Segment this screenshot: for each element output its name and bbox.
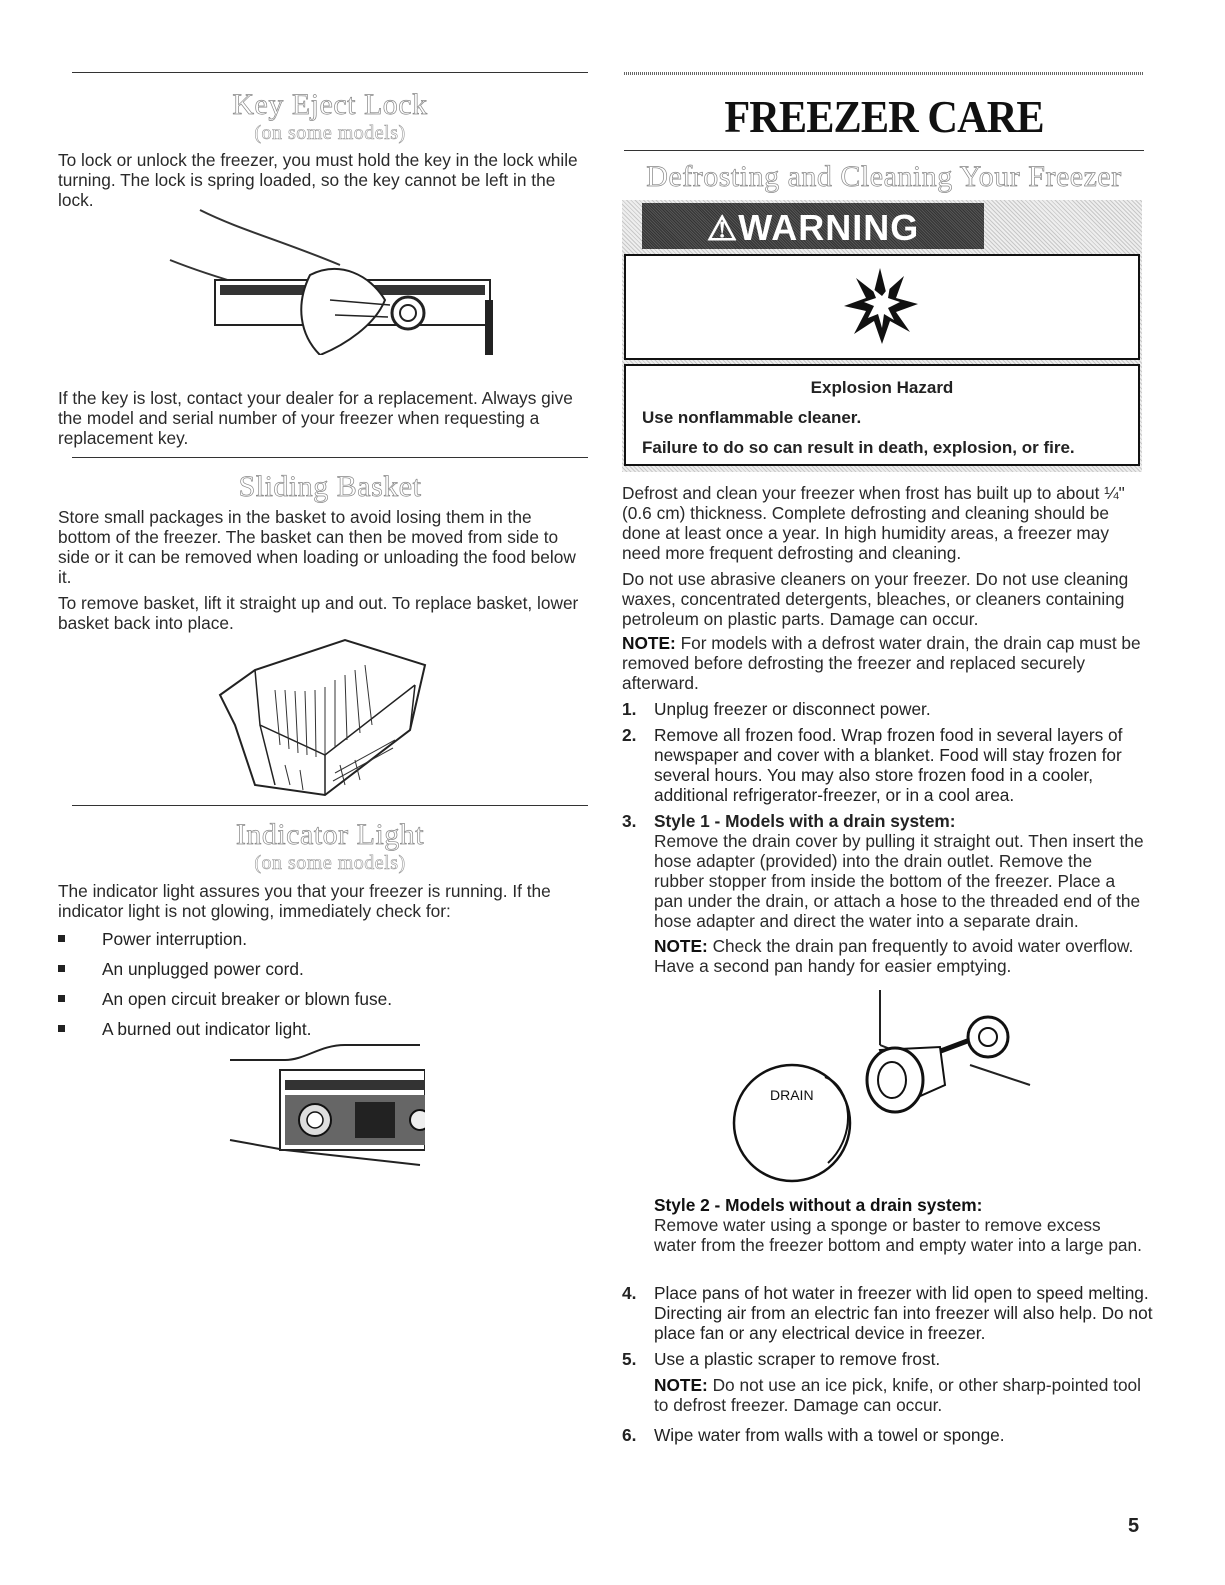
key-lock-paragraph: To lock or unlock the freezer, you must hold the key in the lock while turning. The lock is spring loaded, so the key cannot be left in the lock.	[58, 150, 578, 210]
step-3-text: Remove the drain cover by pulling it straight out. Then insert the hose adapter (provided) into the drain outlet. Remove the rubber stopper from inside the bottom of the freezer. Place a pan under the drain, or attach a hose to the threaded end of the hose adapter and direct the water into a separate drain.	[654, 831, 1144, 931]
basket-paragraph-2: To remove basket, lift it straight up and out. To replace basket, lower basket back into place.	[58, 593, 579, 633]
warning-header	[642, 203, 984, 249]
page-number: 5	[1128, 1515, 1140, 1537]
indicator-subheading: (on some models)	[254, 852, 406, 874]
step-3-note: NOTE: Check the drain pan frequently to avoid water overflow. Have a second pan handy for easier emptying.	[654, 936, 1134, 976]
rule-basket	[72, 457, 588, 458]
basket-illustration	[215, 635, 435, 800]
style-2-text: Remove water using a sponge or baster to remove excess water from the freezer bottom and empty water into a large pan.	[654, 1215, 1142, 1255]
defrost-paragraph: Defrost and clean your freezer when frost has built up to about ¼" (0.6 cm) thickness. Complete defrosting and cleaning should be done at least once a year. In high humidity areas, a freezer may need more frequent defrosting and cleaning.	[622, 483, 1125, 563]
defrost-heading: Defrosting and Cleaning Your Freezer	[646, 160, 1122, 193]
top-rule-left	[72, 72, 588, 73]
drain-illustration	[730, 985, 1040, 1185]
basket-heading: Sliding Basket	[238, 470, 422, 503]
indicator-paragraph: The indicator light assures you that your freezer is running. If the indicator light is not glowing, immediately check for:	[58, 881, 551, 921]
explosion-icon	[844, 266, 920, 346]
key-lock-heading: Key Eject Lock	[232, 88, 428, 121]
page-title: FREEZER CARE	[724, 91, 1044, 142]
key-lost-paragraph: If the key is lost, contact your dealer for a replacement. Always give the model and serial number of your freezer when requesting a replacement key.	[58, 388, 573, 448]
warning-icon-box	[624, 254, 1140, 360]
cleaners-paragraph: Do not use abrasive cleaners on your freezer. Do not use cleaning waxes, concentrated detergents, bleaches, or cleaners containing petroleum on plastic parts. Damage can occur.	[622, 569, 1129, 629]
style-2-heading: Style 2 - Models without a drain system:	[654, 1195, 983, 1215]
key-lock-subheading: (on some models)	[254, 122, 406, 144]
hazard-title: Explosion Hazard	[810, 378, 954, 397]
warning-line-1: Use nonflammable cleaner.	[642, 408, 862, 427]
step-5-note: NOTE: Do not use an ice pick, knife, or other sharp-pointed tool to defrost freezer. Damage can occur.	[654, 1375, 1142, 1415]
indicator-light-illustration	[225, 1040, 425, 1170]
warning-label: ⚠WARNING	[706, 207, 920, 248]
rule-indicator	[72, 805, 588, 806]
basket-paragraph-1: Store small packages in the basket to avoid losing them in the bottom of the freezer. The basket can then be moved from side to side or it can be removed when loading or unloading the food below it.	[58, 507, 576, 587]
drain-label: DRAIN	[770, 1087, 814, 1103]
title-rule	[624, 150, 1144, 151]
note-paragraph: NOTE: For models with a defrost water drain, the drain cap must be removed before defrosting the freezer and replaced securely afterward.	[622, 633, 1141, 693]
warning-line-2: Failure to do so can result in death, explosion, or fire.	[642, 438, 1075, 457]
top-rule-right	[624, 72, 1144, 75]
warning-text-box	[624, 364, 1140, 466]
indicator-heading: Indicator Light	[235, 818, 425, 851]
key-lock-illustration	[160, 205, 500, 355]
